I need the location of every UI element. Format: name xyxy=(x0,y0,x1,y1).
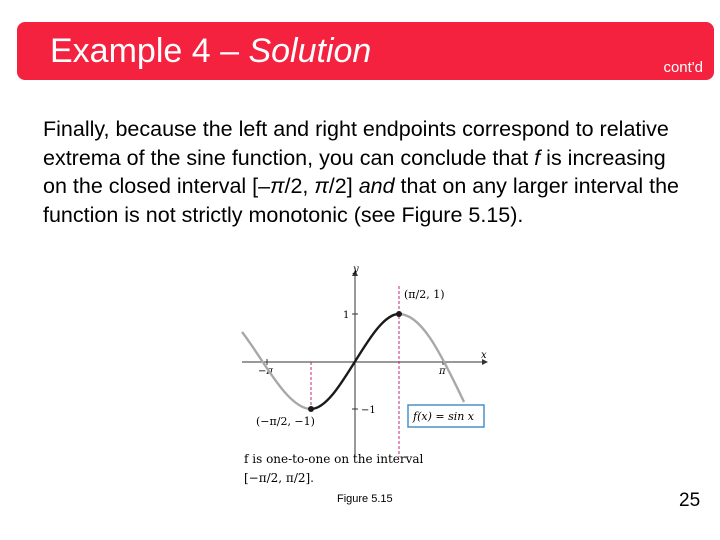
min-point xyxy=(308,406,314,412)
slide-subtitle: Solution xyxy=(248,32,372,70)
interval-caption-line2: [−π/2, π/2]. xyxy=(244,471,314,485)
interval-caption-line1: f is one-to-one on the interval xyxy=(244,452,424,466)
y-tick-label-1: 1 xyxy=(343,310,350,321)
max-point-label: (π/2, 1) xyxy=(404,288,445,301)
slide-title: Example 4 – Solution xyxy=(50,32,372,70)
body-paragraph: Finally, because the left and right endpoints correspond to relative extrema of the sine function, you can conclude that f is increasing on the closed interval [–π/2, π/2] and that on any larger interval the function is not strictly monotonic (see Figure 5.15). xyxy=(43,117,680,227)
continued-label: cont'd xyxy=(663,59,703,76)
sine-graph-figure xyxy=(232,262,502,492)
y-tick-label-neg1: −1 xyxy=(361,405,376,416)
figure-caption: Figure 5.15 xyxy=(337,493,393,505)
y-axis-label: y xyxy=(353,264,359,275)
x-tick-label-pi: π xyxy=(439,366,446,377)
x-tick-label-neg-pi: −π xyxy=(258,366,273,377)
sine-curve-outside-left xyxy=(242,332,311,409)
title-bar xyxy=(17,22,714,80)
function-label: f(x) = sin x xyxy=(413,410,475,423)
min-point-label: (−π/2, −1) xyxy=(256,415,315,428)
x-axis-label: x xyxy=(481,350,487,361)
sine-curve-outside-right xyxy=(399,314,464,402)
page-number: 25 xyxy=(679,490,701,511)
max-point xyxy=(396,311,402,317)
